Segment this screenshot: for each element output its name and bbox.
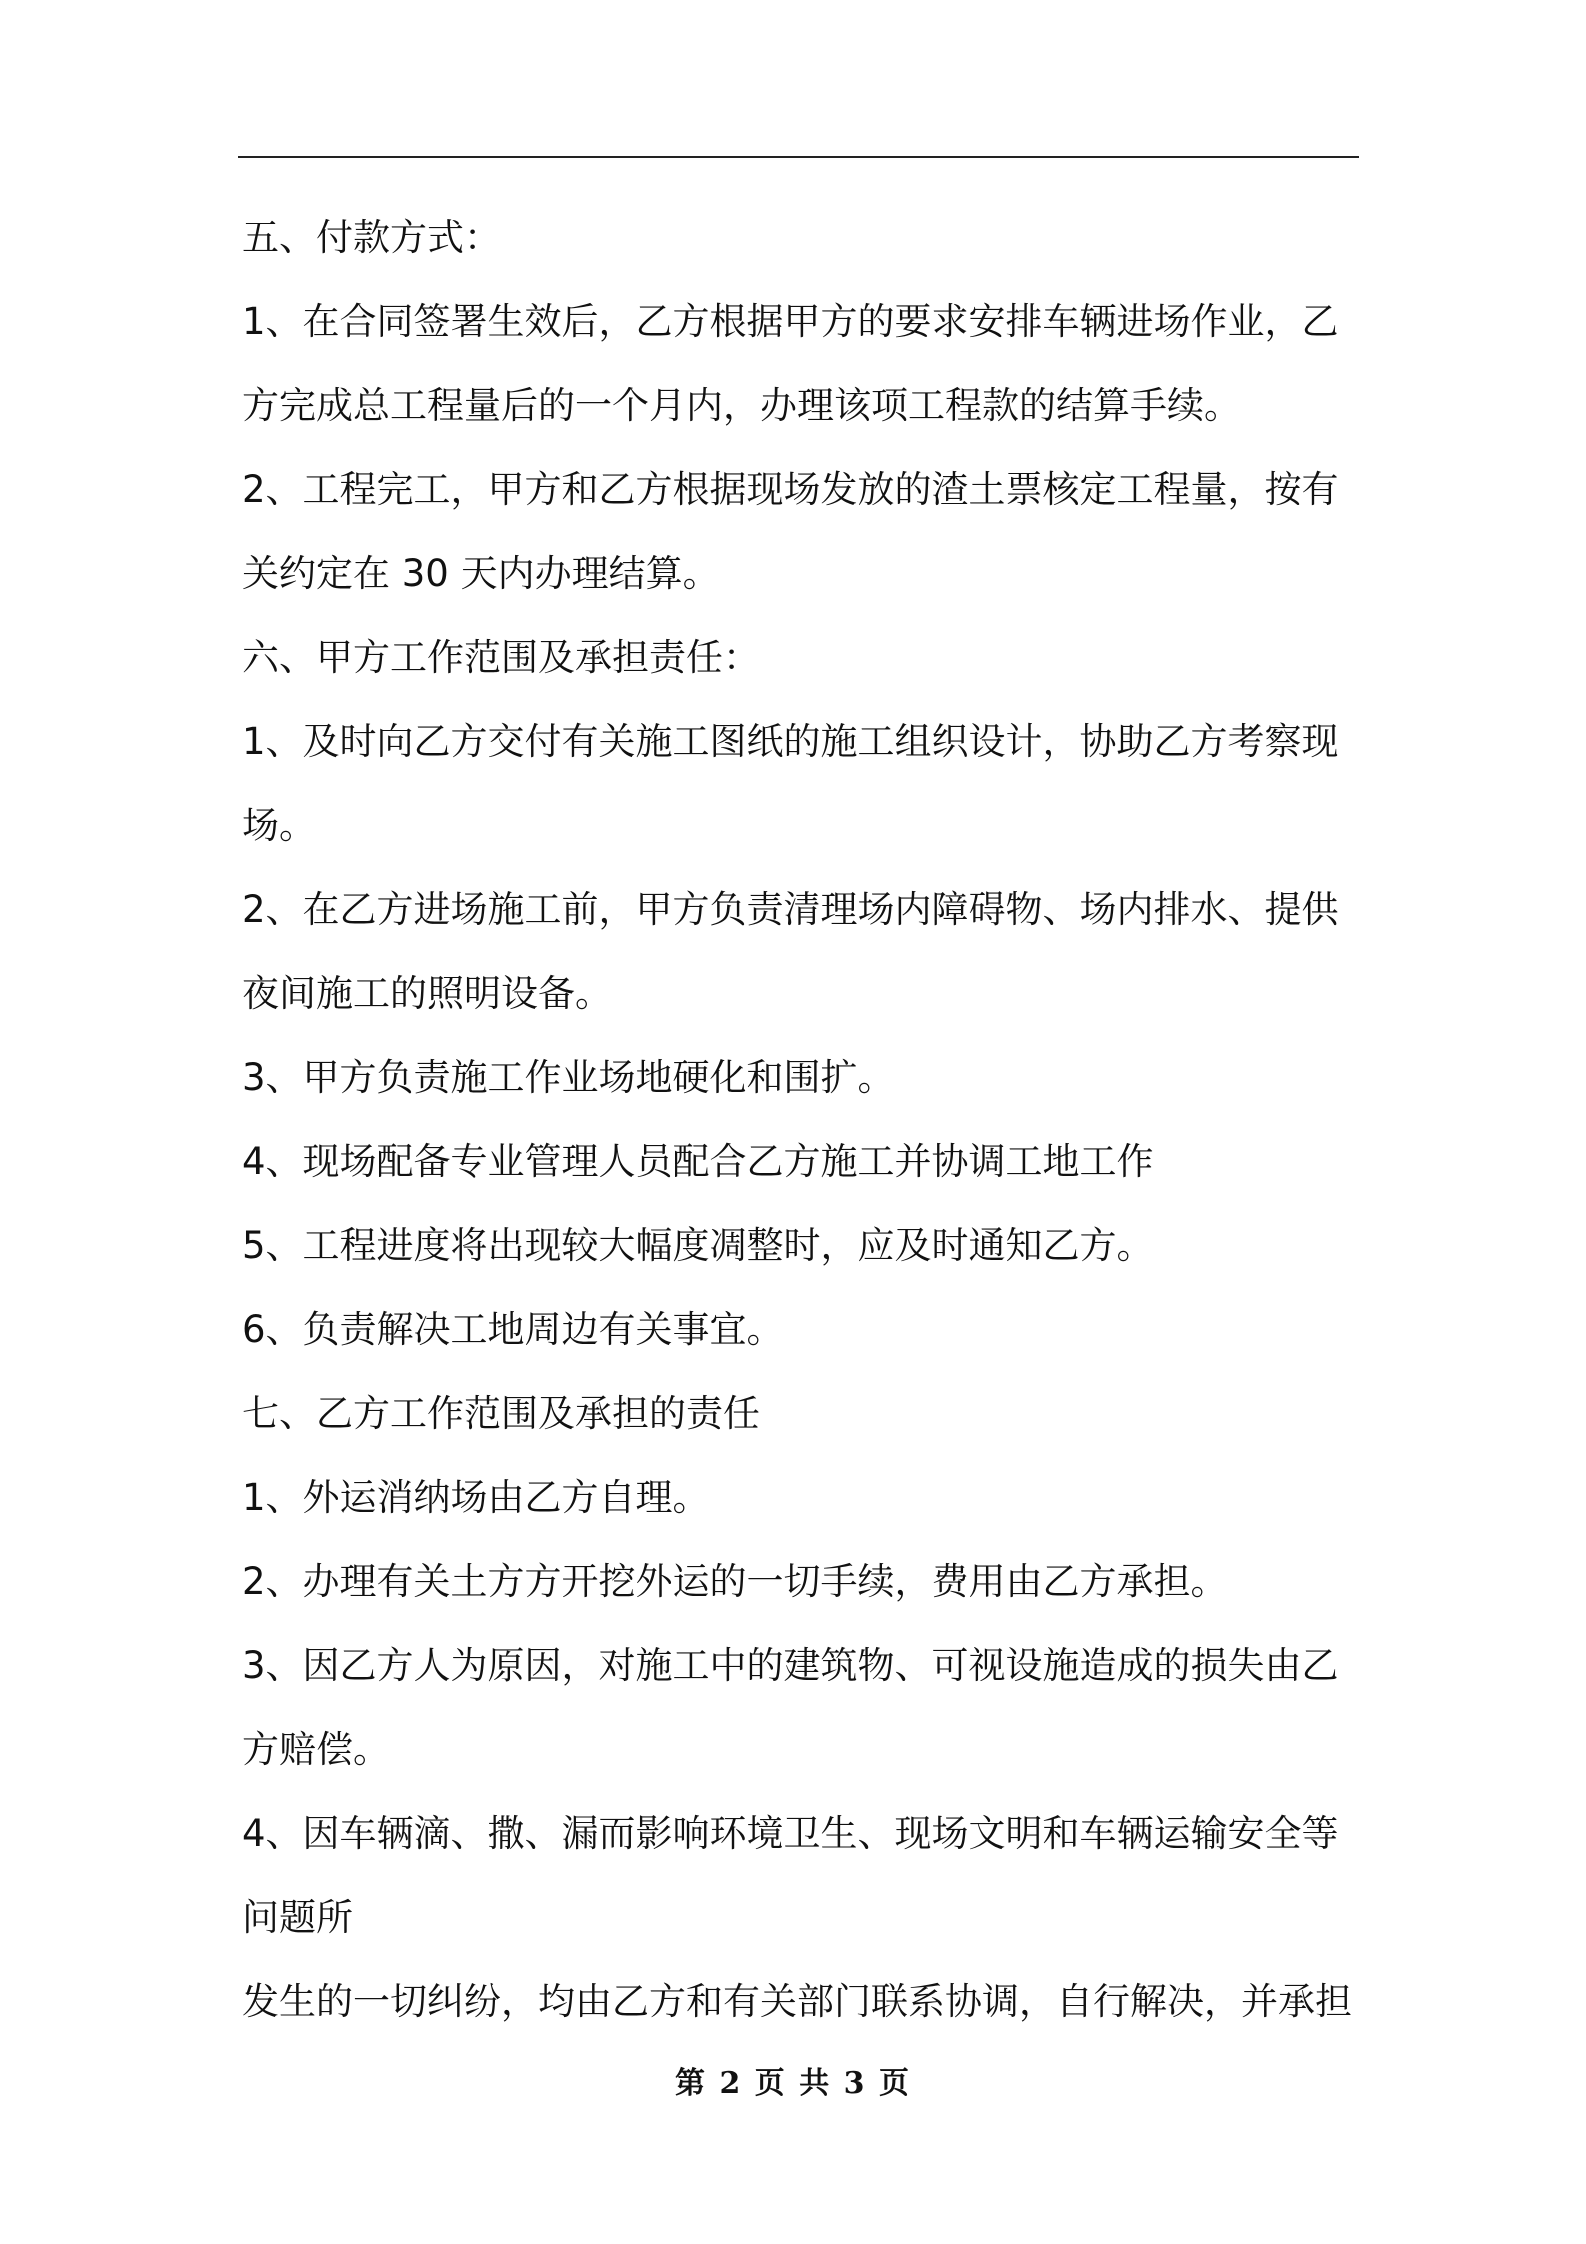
section-heading-party-a: 六、甲方工作范围及承担责任： <box>242 636 760 679</box>
paragraph-line: 2、工程完工，甲方和乙方根据现场发放的渣土票核定工程量，按有 <box>242 468 1339 511</box>
section-heading-party-b: 七、乙方工作范围及承担的责任 <box>242 1392 760 1435</box>
page-number: 第 2 页 共 3 页 <box>675 2066 911 2101</box>
paragraph-line: 3、因乙方人为原因，对施工中的建筑物、可视设施造成的损失由乙 <box>242 1644 1339 1687</box>
paragraph-line: 6、负责解决工地周边有关事宜。 <box>242 1308 784 1351</box>
paragraph-line: 场。 <box>242 804 316 847</box>
paragraph-line: 2、办理有关土方方开挖外运的一切手续，费用由乙方承担。 <box>242 1560 1228 1603</box>
paragraph-line: 1、在合同签署生效后，乙方根据甲方的要求安排车辆进场作业，乙 <box>242 300 1339 343</box>
paragraph-line: 3、甲方负责施工作业场地硬化和围扩。 <box>242 1056 895 1099</box>
paragraph-line: 关约定在 30 天内办理结算。 <box>242 552 720 595</box>
document-body <box>242 196 1360 2044</box>
paragraph-line: 问题所 <box>242 1896 353 1939</box>
paragraph-line: 夜间施工的照明设备。 <box>242 972 612 1015</box>
paragraph-line: 5、工程进度将出现较大幅度凋整时，应及时通知乙方。 <box>242 1224 1154 1267</box>
header-rule <box>238 156 1359 158</box>
paragraph-line: 4、因车辆滴、撒、漏而影响环境卫生、现场文明和车辆运输安全等 <box>242 1812 1339 1855</box>
paragraph-line: 1、外运消纳场由乙方自理。 <box>242 1476 710 1519</box>
paragraph-line: 4、现场配备专业管理人员配合乙方施工并协调工地工作 <box>242 1140 1154 1183</box>
paragraph-line: 2、在乙方进场施工前，甲方负责清理场内障碍物、场内排水、提供 <box>242 888 1339 931</box>
paragraph-line: 方完成总工程量后的一个月内，办理该项工程款的结算手续。 <box>242 384 1241 427</box>
paragraph-line: 方赔偿。 <box>242 1728 390 1771</box>
paragraph-line: 发生的一切纠纷，均由乙方和有关部门联系协调，自行解决，并承担 <box>242 1980 1352 2023</box>
section-heading-payment: 五、付款方式： <box>242 216 501 259</box>
paragraph-line: 1、及时向乙方交付有关施工图纸的施工组织设计，协助乙方考察现 <box>242 720 1339 763</box>
